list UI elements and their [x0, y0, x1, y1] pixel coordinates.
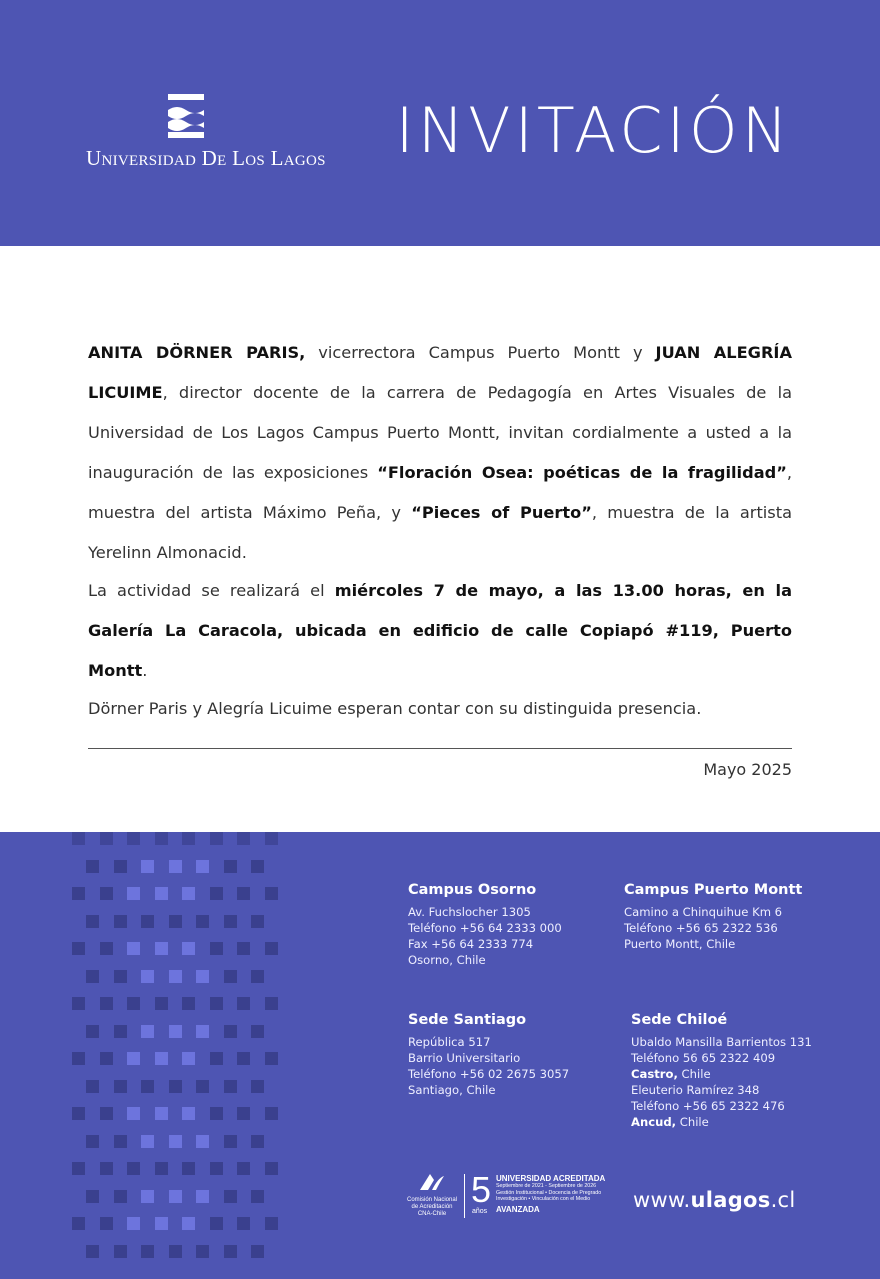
emphasis-text: “Floración Osea: poéticas de la fragilidad”: [377, 463, 787, 482]
accreditation-badge: [404, 1169, 614, 1222]
logo-text: Universidad De Los Lagos: [86, 146, 326, 170]
pattern-square: [72, 1107, 85, 1120]
campus-name: Campus Osorno: [408, 882, 537, 898]
pattern-square: [72, 997, 85, 1010]
pattern-square: [224, 1025, 237, 1038]
pattern-square: [72, 1052, 85, 1065]
pattern-square: [114, 1135, 127, 1148]
pattern-square: [155, 997, 168, 1010]
campus-details: [408, 1034, 569, 1098]
pattern-square: [141, 860, 154, 873]
pattern-square: [251, 1080, 264, 1093]
campus-details: [408, 904, 562, 968]
pattern-square: [196, 1025, 209, 1038]
pattern-square: [224, 860, 237, 873]
pattern-square: [224, 1080, 237, 1093]
pattern-square: [210, 942, 223, 955]
accreditation-heading: UNIVERSIDAD ACREDITADA: [496, 1174, 606, 1183]
pattern-square: [224, 1190, 237, 1203]
pattern-square: [265, 887, 278, 900]
pattern-square: [114, 1080, 127, 1093]
footer: [0, 832, 880, 1279]
pattern-square: [196, 1135, 209, 1148]
invitation-date: Mayo 2025: [703, 760, 792, 779]
pattern-square: [72, 942, 85, 955]
pattern-square: [265, 1107, 278, 1120]
pattern-square: [265, 942, 278, 955]
campus-line: Santiago, Chile: [408, 1083, 496, 1097]
pattern-square: [100, 832, 113, 845]
campus-osorno: [408, 882, 562, 968]
page-title: INVITACIÓN: [395, 94, 792, 167]
university-logo: [86, 94, 326, 171]
body-text-run: , director docente de la carrera de Pedagogía en Artes Visuales de la Universidad de Los Lagos Campus Puerto Montt, invitan cordialmente a usted a la inauguración de las exposiciones: [88, 383, 792, 482]
campus-details: [624, 904, 802, 952]
campus-line: Teléfono +56 65 2322 536: [624, 921, 778, 935]
pattern-square: [196, 1245, 209, 1258]
waves-logo-icon: [166, 94, 206, 140]
campus-details: [631, 1034, 812, 1130]
pattern-square: [196, 915, 209, 928]
pattern-square: [127, 1107, 140, 1120]
body-text-run: Dörner Paris y Alegría Licuime esperan contar con su distinguida presencia.: [88, 699, 702, 718]
pattern-square: [169, 915, 182, 928]
pattern-square: [100, 942, 113, 955]
pattern-square: [265, 832, 278, 845]
pattern-square: [210, 1217, 223, 1230]
pattern-square: [141, 1190, 154, 1203]
body-text-run: La actividad se realizará el: [88, 581, 335, 600]
accreditation-level: AVANZADA: [496, 1204, 540, 1214]
pattern-square: [210, 832, 223, 845]
pattern-square: [141, 970, 154, 983]
pattern-square: [196, 860, 209, 873]
pattern-square: [251, 1135, 264, 1148]
pattern-square: [265, 1052, 278, 1065]
pattern-square: [127, 1052, 140, 1065]
pattern-square: [251, 860, 264, 873]
pattern-square: [155, 1052, 168, 1065]
campus-name: Campus Puerto Montt: [624, 882, 803, 898]
pattern-square: [237, 1217, 250, 1230]
pattern-square: [182, 1217, 195, 1230]
campus-line: Osorno, Chile: [408, 953, 486, 967]
pattern-square: [224, 1245, 237, 1258]
pattern-square: [127, 832, 140, 845]
header-banner: [0, 0, 880, 246]
pattern-square: [196, 1190, 209, 1203]
pattern-square: [86, 915, 99, 928]
invitation-paragraph-details: [88, 571, 792, 691]
invitation-paragraph-hosts: [88, 333, 792, 573]
body-text-run: vicerrectora Campus Puerto Montt y: [305, 343, 656, 362]
pattern-square: [72, 832, 85, 845]
pattern-square: [251, 970, 264, 983]
pattern-square: [196, 1080, 209, 1093]
campus-line: Av. Fuchslocher 1305: [408, 905, 531, 919]
campus-line: Barrio Universitario: [408, 1051, 521, 1065]
pattern-square: [182, 1162, 195, 1175]
pattern-square: [251, 915, 264, 928]
pattern-square: [237, 1162, 250, 1175]
pattern-square: [86, 1080, 99, 1093]
pattern-square: [251, 1245, 264, 1258]
pattern-square: [182, 887, 195, 900]
pattern-square: [237, 997, 250, 1010]
pattern-square: [210, 1162, 223, 1175]
pattern-square: [114, 915, 127, 928]
pattern-square: [155, 832, 168, 845]
accreditation-years: 5: [471, 1169, 492, 1210]
campus-name: Sede Chiloé: [631, 1012, 728, 1028]
campus-line: Teléfono +56 64 2333 000: [408, 921, 562, 935]
campus-line: Puerto Montt, Chile: [624, 937, 736, 951]
pattern-square: [155, 942, 168, 955]
pattern-square: [210, 1107, 223, 1120]
pattern-square: [169, 970, 182, 983]
invitation-paragraph-closing: [88, 689, 792, 729]
campus-line: Eleuterio Ramírez 348: [631, 1083, 760, 1097]
campus-puerto-montt: [624, 882, 802, 952]
campus-line: Camino a Chinquihue Km 6: [624, 905, 783, 919]
pattern-square: [141, 1245, 154, 1258]
pattern-square: [100, 887, 113, 900]
pattern-square: [114, 1245, 127, 1258]
pattern-square: [100, 1052, 113, 1065]
pattern-square: [265, 997, 278, 1010]
accreditation-separator: [464, 1174, 465, 1218]
pattern-square: [86, 970, 99, 983]
pattern-square: [72, 887, 85, 900]
pattern-square: [237, 887, 250, 900]
pattern-square: [127, 942, 140, 955]
campus-line: Teléfono +56 65 2322 476: [631, 1099, 785, 1113]
pattern-square: [251, 1025, 264, 1038]
cna-mark-icon: [418, 1172, 446, 1192]
pattern-square: [169, 860, 182, 873]
pattern-square: [169, 1025, 182, 1038]
pattern-square: [224, 970, 237, 983]
emphasis-text: JUAN ALEGRÍA LICUIME: [88, 343, 792, 402]
pattern-square: [86, 1245, 99, 1258]
pattern-square: [155, 887, 168, 900]
body-text-run: .: [142, 661, 148, 680]
pattern-square: [210, 1052, 223, 1065]
pattern-square: [155, 1217, 168, 1230]
pattern-square: [114, 970, 127, 983]
pattern-square: [86, 1135, 99, 1148]
pattern-square: [100, 1217, 113, 1230]
accreditation-areas: Investigación • Vinculación con el Medio: [496, 1196, 591, 1202]
accreditation-areas: Gestión Institucional • Docencia de Pregrado: [496, 1189, 602, 1196]
pattern-square: [224, 1135, 237, 1148]
campus-line: Teléfono 56 65 2322 409: [631, 1051, 776, 1065]
pattern-square: [265, 1217, 278, 1230]
pattern-square: [169, 1080, 182, 1093]
accreditation-period: Septiembre de 2021 - Septiembre de 2026: [496, 1183, 597, 1189]
campus-line: Ancud, Chile: [631, 1115, 709, 1129]
pattern-square: [127, 1217, 140, 1230]
pattern-square: [182, 1107, 195, 1120]
pattern-square: [182, 1052, 195, 1065]
pattern-square: [72, 1217, 85, 1230]
sede-chiloe: [631, 1012, 812, 1130]
pattern-square: [86, 1025, 99, 1038]
pattern-square: [182, 997, 195, 1010]
pattern-square: [100, 997, 113, 1010]
pattern-square: [127, 997, 140, 1010]
divider: [88, 748, 792, 749]
pattern-square: [155, 1107, 168, 1120]
accreditation-years-label: años: [472, 1208, 488, 1215]
pattern-square: [169, 1245, 182, 1258]
body-text-run: , muestra de la artista Yerelinn Almonacid.: [88, 503, 792, 562]
campus-line: Ubaldo Mansilla Barrientos 131: [631, 1035, 812, 1049]
pattern-square: [182, 942, 195, 955]
campus-line: República 517: [408, 1035, 491, 1049]
pattern-square: [114, 1190, 127, 1203]
pattern-square: [237, 942, 250, 955]
pattern-square: [141, 915, 154, 928]
pattern-square: [72, 1162, 85, 1175]
body-text-run: , muestra del artista Máximo Peña, y: [88, 463, 792, 522]
pattern-square: [169, 1190, 182, 1203]
pattern-square: [127, 1162, 140, 1175]
pattern-square: [210, 887, 223, 900]
pattern-square: [100, 1162, 113, 1175]
pattern-square: [210, 997, 223, 1010]
pattern-square: [237, 832, 250, 845]
emphasis-text: “Pieces of Puerto”: [411, 503, 592, 522]
accreditation-info: [496, 1174, 605, 1214]
pattern-square: [100, 1107, 113, 1120]
pattern-square: [224, 915, 237, 928]
website-link[interactable]: www.ulagos.cl: [633, 1188, 796, 1212]
pattern-square: [265, 1162, 278, 1175]
campus-name: Sede Santiago: [408, 1012, 527, 1028]
pattern-square: [169, 1135, 182, 1148]
pattern-square: [114, 860, 127, 873]
emphasis-text: miércoles 7 de mayo, a las 13.00 horas, en la Galería La Caracola, ubicada en edificio de calle Copiapó #119, Puerto Montt: [88, 581, 792, 680]
pattern-square: [196, 970, 209, 983]
cna-logo: [404, 1172, 460, 1218]
pattern-square: [155, 1162, 168, 1175]
emphasis-text: ANITA DÖRNER PARIS,: [88, 343, 306, 362]
campus-line: Castro, Chile: [631, 1067, 711, 1081]
pattern-square: [114, 1025, 127, 1038]
sede-santiago: [408, 1012, 569, 1098]
campus-line: Fax +56 64 2333 774: [408, 937, 534, 951]
pattern-square: [127, 887, 140, 900]
pattern-square: [141, 1135, 154, 1148]
pattern-square: [237, 1052, 250, 1065]
pattern-square: [182, 832, 195, 845]
pattern-square: [251, 1190, 264, 1203]
pattern-square: [237, 1107, 250, 1120]
campus-line: Teléfono +56 02 2675 3057: [408, 1067, 570, 1081]
pattern-square: [141, 1025, 154, 1038]
pattern-square: [141, 1080, 154, 1093]
cna-text: Comisión Nacional de Acreditación CNA-Chile: [406, 1197, 458, 1217]
pattern-square: [86, 860, 99, 873]
pattern-square: [86, 1190, 99, 1203]
